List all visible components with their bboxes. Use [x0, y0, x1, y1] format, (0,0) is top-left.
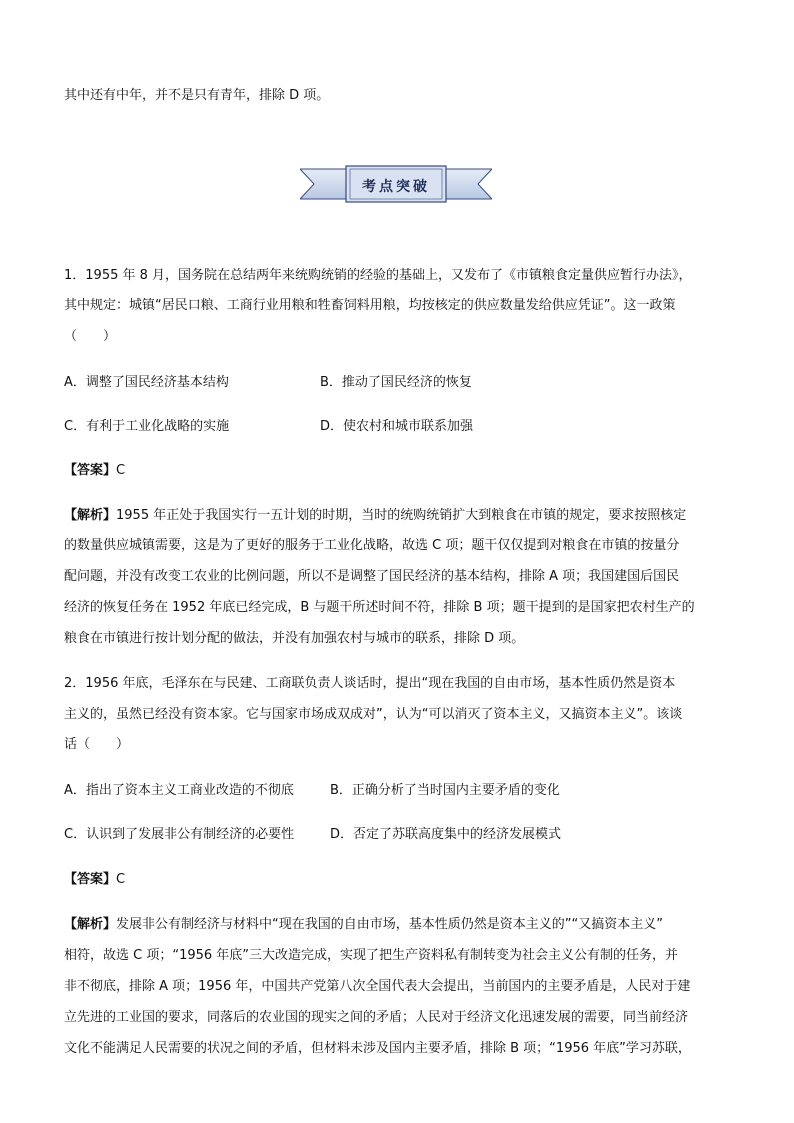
intro-tail-text: 其中还有中年，并不是只有青年，排除 D 项。 [64, 88, 330, 103]
q2-answer-label: 【答案】 [64, 872, 117, 887]
q2-option-a: A．指出了资本主义工商业改造的不彻底 [64, 783, 294, 798]
q2-option-b: B．正确分析了当时国内主要矛盾的变化 [330, 783, 560, 798]
q1-analysis-label: 【解析】 [64, 508, 117, 523]
q1-analysis-text-1: 1955 年正处于我国实行一五计划的时期，当时的统购统销扩大到粮食在市镇的规定，要求按照核定 [116, 508, 687, 523]
q2-answer-value: C [116, 872, 126, 887]
q1-stem-line-3: （ ） [64, 329, 117, 344]
q1-answer-value: C [116, 463, 126, 478]
q2-option-d: D．否定了苏联高度集中的经济发展模式 [330, 827, 562, 842]
q2-analysis-label: 【解析】 [64, 917, 117, 932]
q2-analysis-line-5: 文化不能满足人民需要的状况之间的矛盾，但材料未涉及国内主要矛盾，排除 B 项；“1956 年底”学习苏联， [64, 1041, 691, 1056]
q1-option-a: A．调整了国民经济基本结构 [64, 375, 229, 390]
q1-analysis-line-4: 经济的恢复任务在 1952 年底已经完成，B 与题干所述时间不符，排除 B 项；题干提到的是国家把农村生产的 [64, 600, 695, 615]
q1-option-b: B．推动了国民经济的恢复 [320, 375, 472, 390]
q1-stem-line-1: 1．1955 年 8 月，国务院在总结两年来统购统销的经验的基础上，又发布了《市镇粮食定量供应暂行办法》， [64, 268, 692, 283]
q1-analysis-line-5: 粮食在市镇进行按计划分配的做法，并没有加强农村与城市的联系，排除 D 项。 [64, 631, 525, 646]
q1-analysis-line-3: 配问题，并没有改变工农业的比例问题，所以不是调整了国民经济的基本结构，排除 A 项；我国建国后国民 [64, 569, 680, 584]
q2-option-c: C．认识到了发展非公有制经济的必要性 [64, 827, 295, 842]
q2-analysis-line-4: 立先进的工业国的要求，同落后的农业国的现实之间的矛盾；人民对于经济文化迅速发展的需要，同当前经济 [64, 1010, 689, 1025]
banner-title: 考点突破 [362, 179, 430, 195]
q2-analysis-text-1: 发展非公有制经济与材料中“现在我国的自由市场，基本性质仍然是资本主义的”“又搞资本主义” [116, 917, 663, 932]
q1-option-c: C．有利于工业化战略的实施 [64, 419, 230, 434]
q1-analysis-line-1 [64, 508, 686, 524]
q2-analysis-line-2: 相符，故选 C 项；“1956 年底”三大改造完成，实现了把生产资料私有制转变为社会主义公有制的任务，并 [64, 948, 679, 963]
q1-analysis-line-2: 的数量供应城镇需要，这是为了更好的服务于工业化战略，故选 C 项；题干仅仅提到对粮食在市镇的按量分 [64, 538, 680, 553]
q2-stem-line-2: 主义的，虽然已经没有资本家。它与国家市场成双成对”，认为“可以消灭了资本主义，又搞资本主义”。该谈 [64, 707, 683, 722]
q2-analysis-line-1 [64, 917, 663, 933]
q1-stem-line-2: 其中规定：城镇“居民口粮、工商行业用粮和牲畜饲料用粮，均按核定的供应数量发给供应凭证”。这一政策 [64, 298, 676, 313]
q1-answer-label: 【答案】 [64, 463, 117, 478]
q1-option-d: D．使农村和城市联系加强 [320, 419, 474, 434]
q2-answer [64, 872, 125, 888]
q2-analysis-line-3: 非不彻底，排除 A 项；1956 年，中国共产党第八次全国代表大会提出，当前国内的主要矛盾是，人民对于建 [64, 979, 691, 994]
q2-stem-line-3: 话（ ） [64, 737, 130, 752]
q2-stem-line-1: 2．1956 年底，毛泽东在与民建、工商联负责人谈话时，提出“现在我国的自由市场，基本性质仍然是资本 [64, 676, 676, 691]
q1-answer [64, 463, 125, 479]
